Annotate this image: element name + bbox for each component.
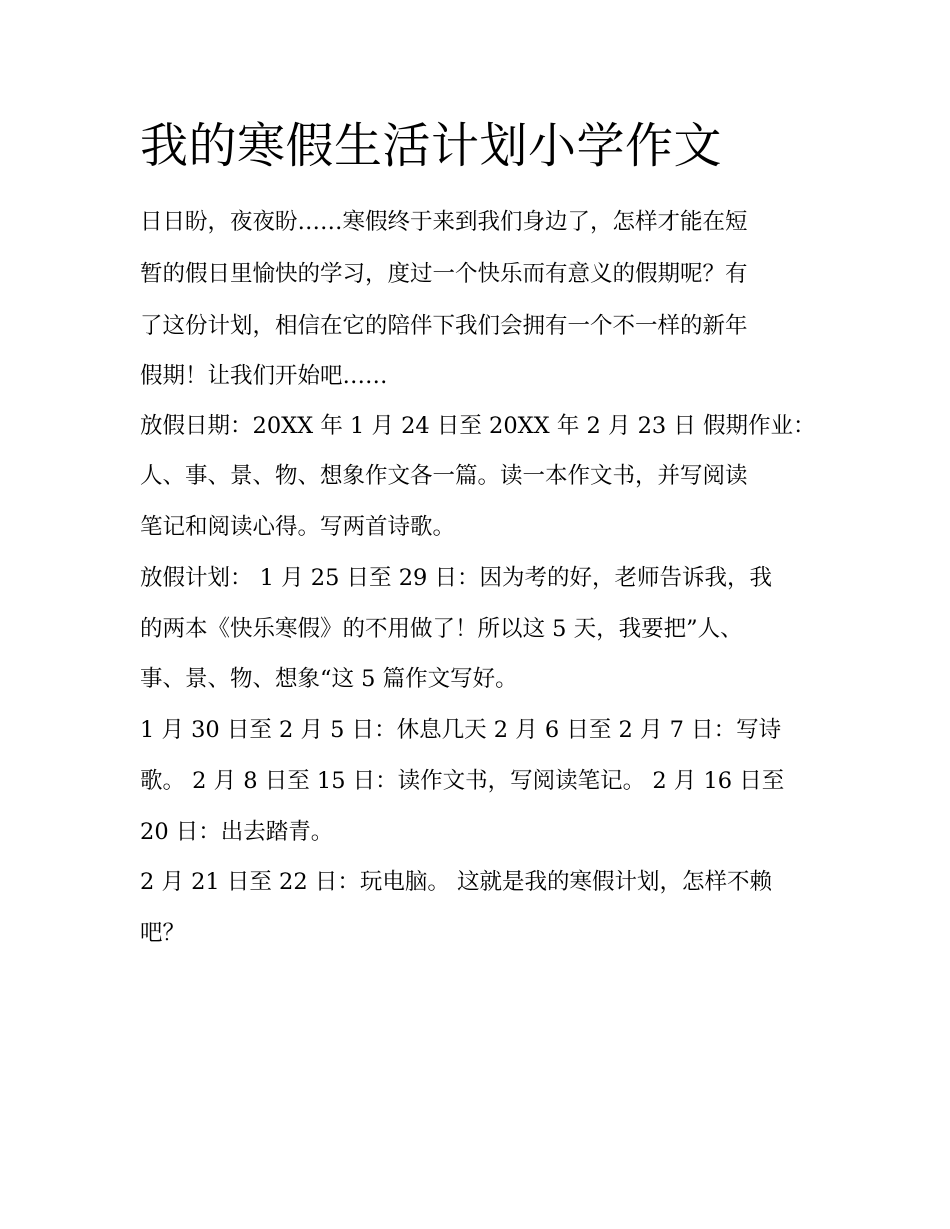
body-line: 20 日：出去踏青。 (140, 819, 334, 845)
body-line: 了这份计划，相信在它的陪伴下我们会拥有一个不一样的新年 (140, 313, 748, 339)
body-line: 吧？ (140, 920, 186, 946)
page-title: 我的寒假生活计划小学作文 (140, 118, 723, 174)
body-line: 假期！让我们开始吧…… (140, 363, 388, 389)
body-line: 歌。 2 月 8 日至 15 日：读作文书，写阅读笔记。 2 月 16 日至 (140, 768, 785, 794)
body-line: 放假日期：20XX 年 1 月 24 日至 20XX 年 2 月 23 日 假期作业： (140, 413, 816, 439)
body-line: 2 月 21 日至 22 日：玩电脑。 这就是我的寒假计划，怎样不赖 (140, 869, 772, 895)
body-line: 的两本《快乐寒假》的不用做了！所以这 5 天，我要把”人、 (140, 616, 743, 642)
body-line: 事、景、物、想象“这 5 篇作文写好。 (140, 666, 518, 692)
body-line: 日日盼，夜夜盼……寒假终于来到我们身边了，怎样才能在短 (140, 209, 748, 235)
body-line: 1 月 30 日至 2 月 5 日：休息几天 2 月 6 日至 2 月 7 日：写诗 (140, 717, 782, 743)
body-line: 放假计划： 1 月 25 日至 29 日：因为考的好，老师告诉我，我 (140, 565, 772, 591)
body-line: 笔记和阅读心得。写两首诗歌。 (140, 514, 456, 540)
body-line: 暂的假日里愉快的学习，度过一个快乐而有意义的假期呢？有 (140, 261, 748, 287)
body-line: 人、事、景、物、想象作文各一篇。读一本作文书，并写阅读 (140, 463, 748, 489)
